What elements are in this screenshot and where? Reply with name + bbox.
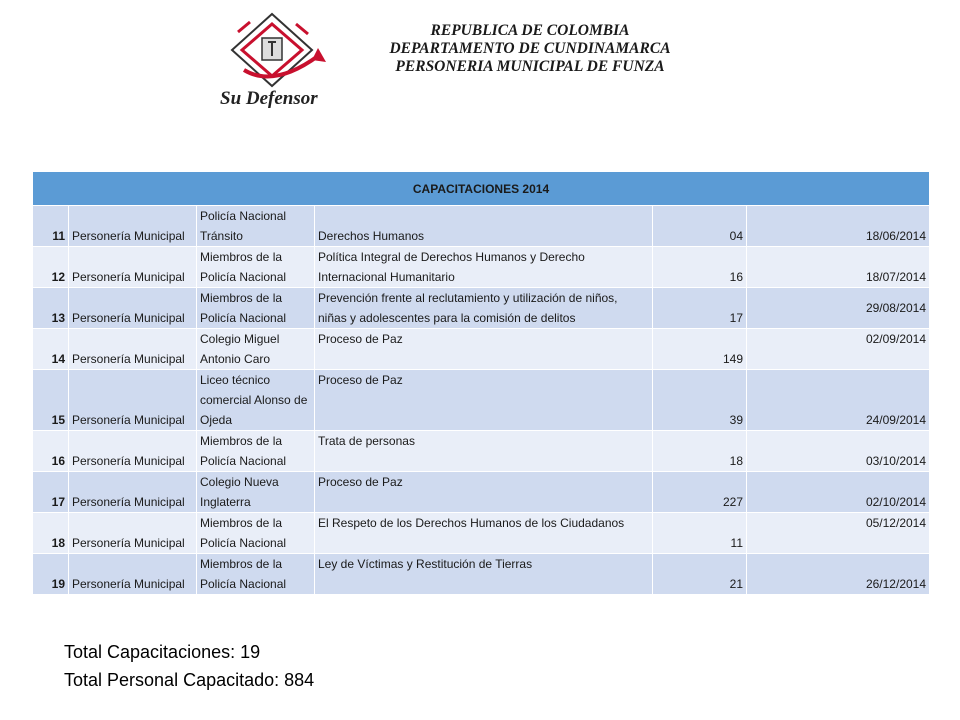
count-cell: 149 (653, 329, 747, 370)
audience-cell: Policía Nacional Tránsito (197, 206, 315, 247)
table-row (33, 329, 930, 370)
count-cell: 17 (653, 288, 747, 329)
table-row (33, 513, 930, 554)
organizer-cell: Personería Municipal (69, 472, 197, 513)
row-number: 11 (33, 206, 69, 247)
table-row (33, 288, 930, 329)
total-people-trained: Total Personal Capacitado: 884 (64, 670, 315, 690)
su-defensor-logo (214, 10, 338, 114)
logo-text: Su Defensor (220, 88, 318, 109)
audience-cell: Liceo técnico comercial Alonso de Ojeda (197, 370, 315, 431)
date-cell: 18/06/2014 (747, 206, 930, 247)
table-row (33, 554, 930, 595)
institution-header (340, 22, 720, 76)
topic-cell: Proceso de Paz (315, 472, 653, 513)
table-row (33, 472, 930, 513)
count-cell: 04 (653, 206, 747, 247)
organizer-cell: Personería Municipal (69, 329, 197, 370)
audience-cell: Colegio Nueva Inglaterra (197, 472, 315, 513)
row-number: 14 (33, 329, 69, 370)
count-cell: 227 (653, 472, 747, 513)
audience-cell: Miembros de la Policía Nacional (197, 431, 315, 472)
table-row (33, 247, 930, 288)
topic-cell: Trata de personas (315, 431, 653, 472)
count-cell: 11 (653, 513, 747, 554)
date-cell: 29/08/2014 (747, 288, 930, 329)
table-row (33, 431, 930, 472)
row-number: 19 (33, 554, 69, 595)
organizer-cell: Personería Municipal (69, 370, 197, 431)
count-cell: 21 (653, 554, 747, 595)
date-cell: 26/12/2014 (747, 554, 930, 595)
row-number: 18 (33, 513, 69, 554)
organizer-cell: Personería Municipal (69, 206, 197, 247)
count-cell: 16 (653, 247, 747, 288)
header-line-3: PERSONERIA MUNICIPAL DE FUNZA (395, 58, 665, 75)
date-cell: 02/09/2014 (747, 329, 930, 370)
topic-cell: Derechos Humanos (315, 206, 653, 247)
topic-cell: Prevención frente al reclutamiento y utilización de niños, niñas y adolescentes para la comisión de delitos (315, 288, 653, 329)
header-line-1: REPUBLICA DE COLOMBIA (430, 22, 630, 39)
topic-cell: Ley de Víctimas y Restitución de Tierras (315, 554, 653, 595)
topic-cell: Política Integral de Derechos Humanos y Derecho Internacional Humanitario (315, 247, 653, 288)
table-row (33, 206, 930, 247)
date-cell: 03/10/2014 (747, 431, 930, 472)
audience-cell: Miembros de la Policía Nacional (197, 513, 315, 554)
total-trainings: Total Capacitaciones: 19 (64, 642, 261, 662)
count-cell: 18 (653, 431, 747, 472)
topic-cell: Proceso de Paz (315, 329, 653, 370)
trainings-table (32, 171, 930, 595)
row-number: 16 (33, 431, 69, 472)
table-row (33, 370, 930, 431)
date-cell: 02/10/2014 (747, 472, 930, 513)
organizer-cell: Personería Municipal (69, 513, 197, 554)
organizer-cell: Personería Municipal (69, 247, 197, 288)
audience-cell: Miembros de la Policía Nacional (197, 554, 315, 595)
table-title: CAPACITACIONES 2014 (33, 172, 930, 206)
table-title-row (33, 172, 930, 206)
row-number: 15 (33, 370, 69, 431)
date-cell: 18/07/2014 (747, 247, 930, 288)
organizer-cell: Personería Municipal (69, 288, 197, 329)
organizer-cell: Personería Municipal (69, 554, 197, 595)
organizer-cell: Personería Municipal (69, 431, 197, 472)
topic-cell: Proceso de Paz (315, 370, 653, 431)
logo (214, 10, 338, 114)
count-cell: 39 (653, 370, 747, 431)
row-number: 17 (33, 472, 69, 513)
header-line-2: DEPARTAMENTO DE CUNDINAMARCA (389, 40, 671, 57)
date-cell: 24/09/2014 (747, 370, 930, 431)
row-number: 13 (33, 288, 69, 329)
audience-cell: Miembros de la Policía Nacional (197, 247, 315, 288)
totals-block (64, 638, 314, 694)
row-number: 12 (33, 247, 69, 288)
audience-cell: Miembros de la Policía Nacional (197, 288, 315, 329)
audience-cell: Colegio Miguel Antonio Caro (197, 329, 315, 370)
topic-cell: El Respeto de los Derechos Humanos de los Ciudadanos (315, 513, 653, 554)
date-cell: 05/12/2014 (747, 513, 930, 554)
